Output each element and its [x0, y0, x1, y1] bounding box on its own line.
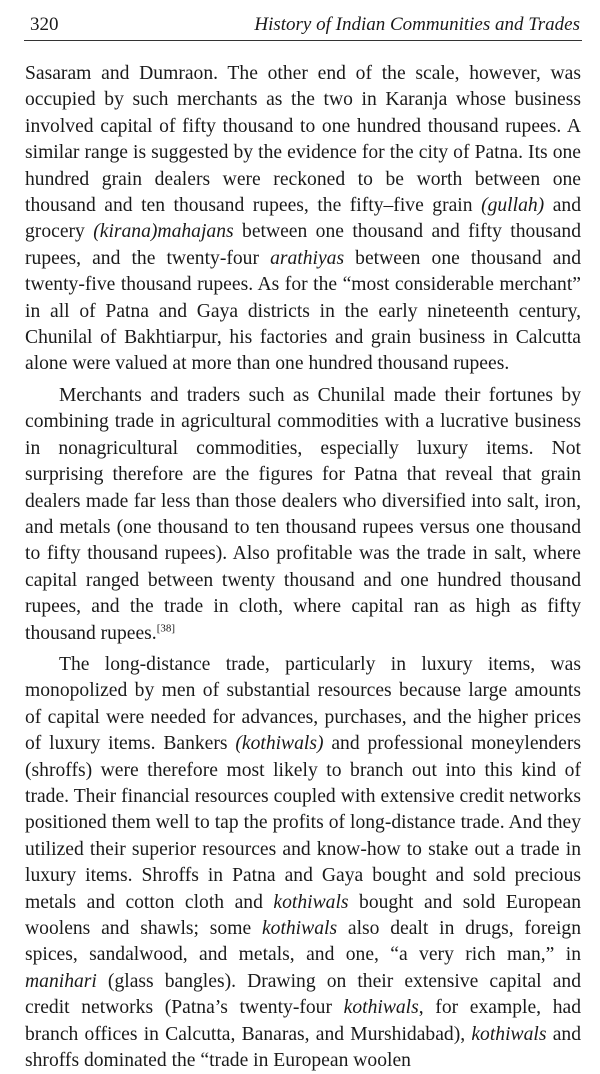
paragraph	[25, 61, 581, 378]
text-run: between one thousand and fifty thousand rupees, and the twenty-four	[25, 221, 582, 269]
paragraph	[25, 652, 581, 1074]
italic-term: arathiyas	[270, 247, 345, 269]
text-run: The long-distance trade, particularly in luxury items, was monopolized by men of substantial resources because large amounts of capital were needed for advances, purchases, and the higher prices of luxury items. Bankers	[25, 653, 581, 755]
paragraph	[25, 383, 581, 647]
italic-term: kothiwals	[261, 918, 338, 939]
running-title: History of Indian Communities and Trades	[254, 14, 580, 35]
text-run: also dealt in drugs, foreign spices, sandalwood, and metals, and one, “a very rich man,” in	[25, 918, 581, 966]
text-run: bought and sold European woolens and shawls; some	[25, 891, 581, 939]
text-run: Sasaram and Dumraon. The other end of the scale, however, was occupied by such merchants as the two in Karanja whose business involved capital of fifty thousand to one hundred thousand rupees. A similar range is suggested by the evidence for the city of Patna. Its one hundred grain dealers were reckoned to be worth between one thousand and ten thousand rupees, the fifty–five grain	[25, 63, 581, 217]
page-header	[24, 6, 582, 41]
text-run: , for example, had branch offices in Calcutta, Banaras, and Murshidabad),	[25, 997, 581, 1045]
text-run: between one thousand and twenty-five thousand rupees. As for the “most considerable merchant” in all of Patna and Gaya districts in the early nineteenth century, Chunilal of Bakhtiarpur, his factories and grain business in Calcutta alone were valued at more than one hundred thousand rupees.	[25, 247, 581, 375]
text-run: (glass bangles). Drawing on their extensive capital and credit networks (Patna’s twenty-four	[25, 970, 581, 1019]
text-run: and shroffs dominated the “trade in European woolen	[25, 1023, 581, 1072]
page-number: 320	[30, 14, 59, 35]
text-run: Merchants and traders such as Chunilal made their fortunes by combining trade in agricultural commodities with a lucrative business in nonagricultural commodities, especially luxury items. Not surprising therefore are the figures for Patna that reveal that grain dealers made far less than those dealers who diversified into salt, iron, and metals (one thousand to ten thousand rupees versus one thousand to fifty thousand rupees). Also profitable was the trade in salt, where capital ranged between twenty thousand and one hundred thousand rupees, and the trade in cloth, where capital ran as high as fifty thousand rupees.	[25, 384, 581, 644]
italic-term: kothiwals	[471, 1023, 547, 1045]
footnote-reference: [38]	[156, 622, 176, 634]
text-run: and professional moneylenders (shroffs) were therefore most likely to branch out into this kind of trade. Their financial resources coupled with extensive credit networks positioned them well to tap the profits of long-distance trade. And they utilized their superior resources and know-how to stake out a trade in luxury items. Shroffs in Patna and Gaya bought and sold precious metals and cotton cloth and	[25, 733, 581, 913]
text-run: and grocery	[25, 195, 581, 243]
italic-term: (gullah)	[481, 195, 545, 217]
italic-term: manihari	[25, 970, 97, 992]
italic-term: kothiwals	[273, 891, 349, 913]
italic-term: (kothiwals)	[235, 733, 324, 755]
italic-term: (kirana)mahajans	[93, 221, 234, 243]
body-text	[25, 61, 581, 1074]
italic-term: kothiwals	[343, 997, 419, 1019]
